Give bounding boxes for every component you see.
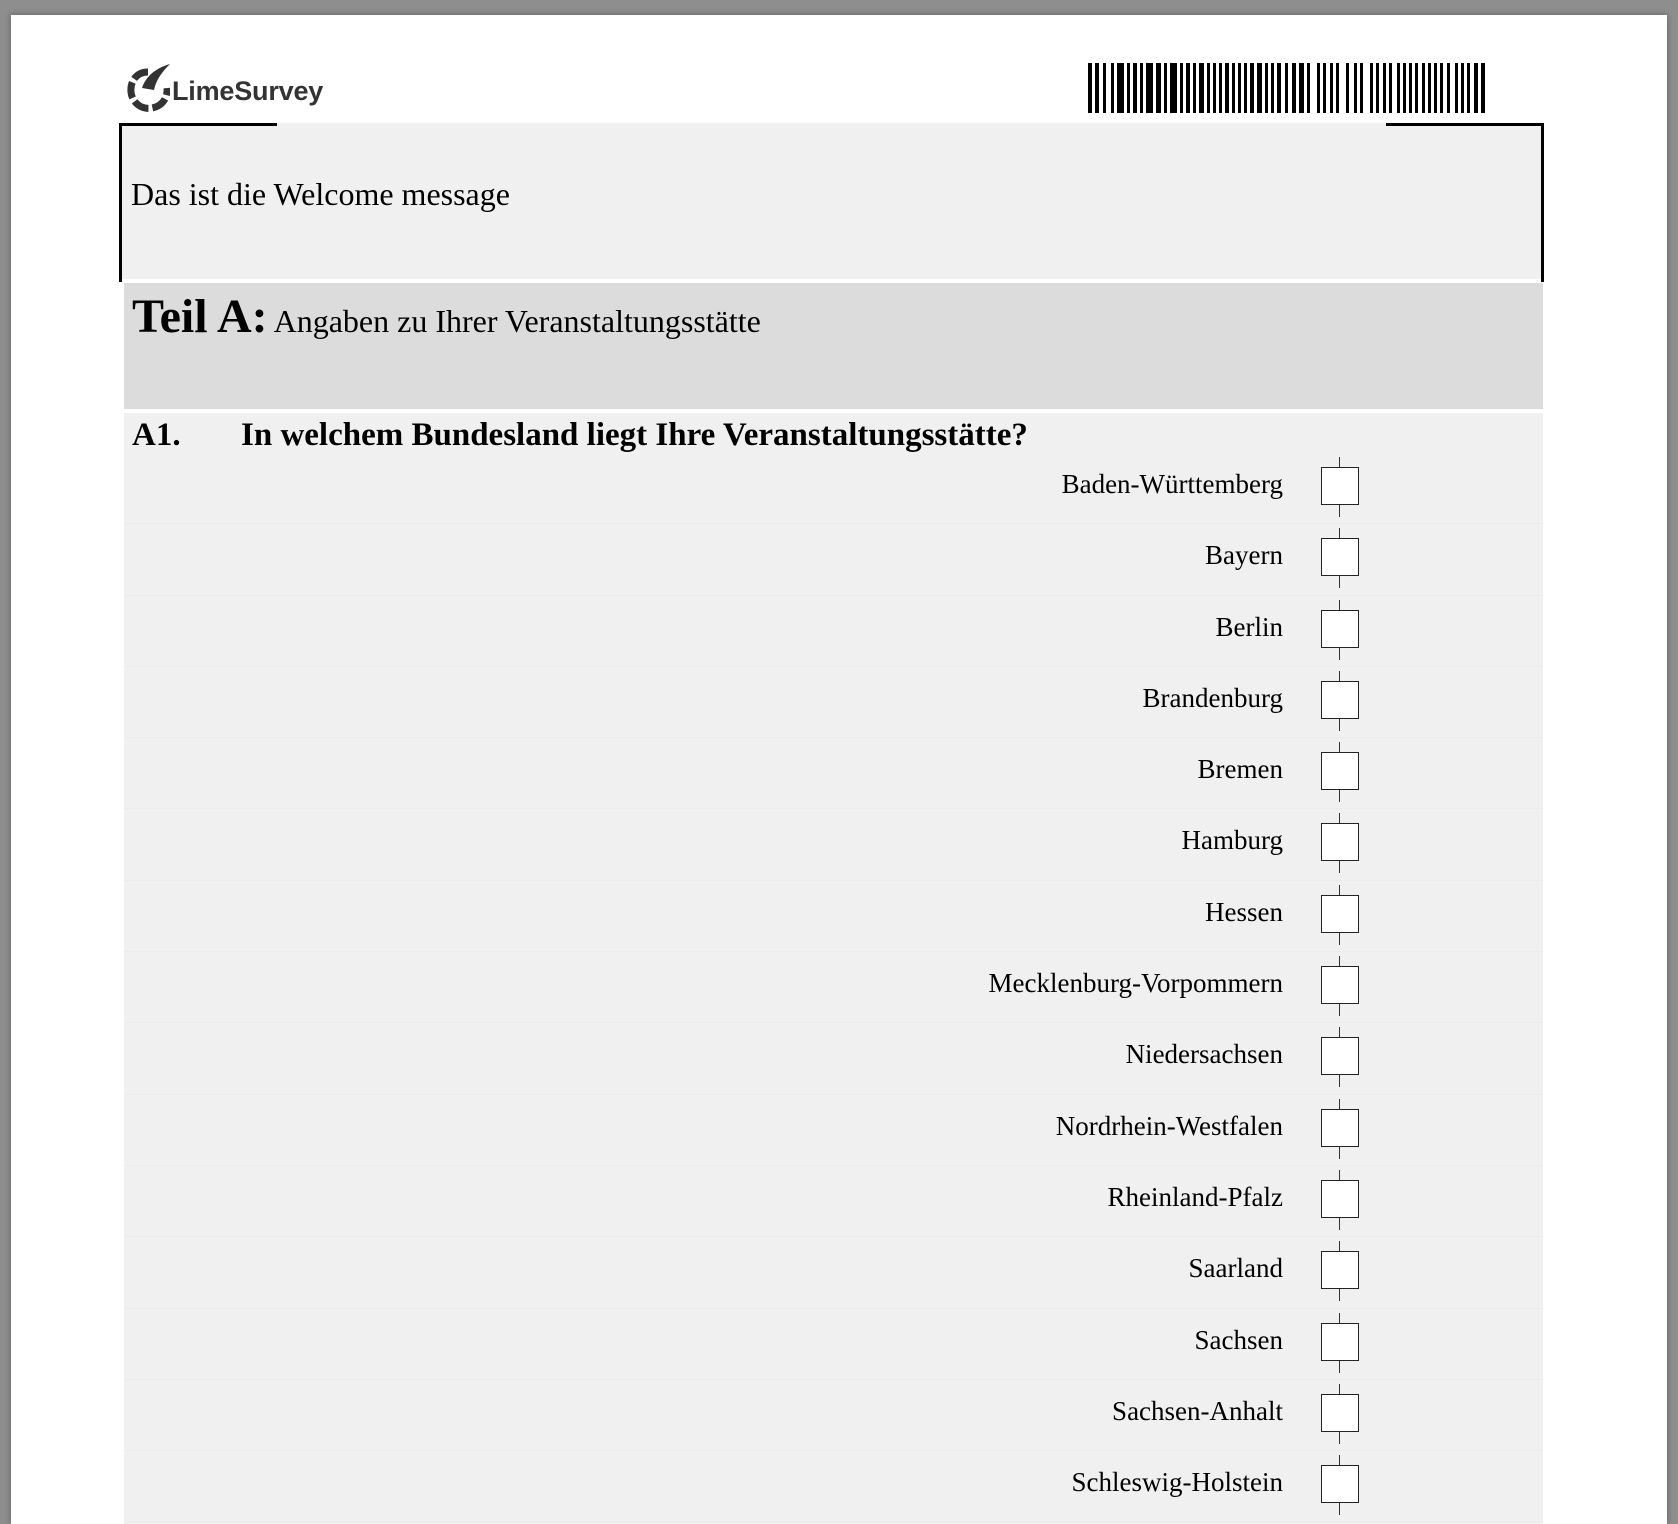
tick-mark xyxy=(1339,1099,1340,1109)
barcode-bar xyxy=(1127,63,1130,113)
tick-mark xyxy=(1339,1027,1340,1037)
tick-mark xyxy=(1339,1455,1340,1465)
tick-mark xyxy=(1339,861,1340,873)
option-checkbox[interactable] xyxy=(1321,467,1359,505)
tick-mark xyxy=(1339,1241,1340,1251)
barcode-bar xyxy=(1207,63,1210,113)
barcode-bar xyxy=(1095,63,1099,113)
option-checkbox[interactable] xyxy=(1321,752,1359,790)
barcode-bar xyxy=(1336,63,1339,113)
tick-mark xyxy=(1339,528,1340,538)
option-label: Mecklenburg-Vorpommern xyxy=(988,968,1283,999)
barcode-bar xyxy=(1422,63,1425,113)
barcode-bar xyxy=(1440,63,1443,113)
tick-mark xyxy=(1339,648,1340,660)
option-row xyxy=(124,1380,1543,1451)
option-label: Hessen xyxy=(1205,896,1283,927)
barcode-bar xyxy=(1285,63,1288,113)
tick-mark xyxy=(1339,1384,1340,1394)
welcome-box xyxy=(119,123,1544,279)
barcode-bar xyxy=(1117,63,1124,113)
barcode-bar xyxy=(1193,63,1196,113)
section-header xyxy=(124,283,1543,409)
option-checkbox[interactable] xyxy=(1321,1037,1359,1075)
option-checkbox[interactable] xyxy=(1321,1394,1359,1432)
option-row xyxy=(124,1237,1543,1308)
barcode-bar xyxy=(1292,63,1296,113)
option-checkbox[interactable] xyxy=(1321,823,1359,861)
barcode-bar xyxy=(1186,63,1190,113)
option-label: Berlin xyxy=(1215,611,1283,642)
tick-mark xyxy=(1339,671,1340,681)
option-checkbox[interactable] xyxy=(1321,966,1359,1004)
barcode-bar xyxy=(1323,63,1326,113)
barcode-bar xyxy=(1409,63,1412,113)
barcode-bar xyxy=(1180,63,1183,113)
option-label: Bayern xyxy=(1205,540,1283,571)
option-checkbox[interactable] xyxy=(1321,1323,1359,1361)
tick-mark xyxy=(1339,457,1340,467)
option-label: Sachsen xyxy=(1194,1324,1283,1355)
option-row xyxy=(124,1095,1543,1166)
barcode-bar xyxy=(1383,63,1386,113)
tick-mark xyxy=(1339,1289,1340,1301)
barcode-bar xyxy=(1389,63,1392,113)
tick-mark xyxy=(1339,719,1340,731)
barcode-bar xyxy=(1428,63,1431,113)
limesurvey-logo xyxy=(126,55,323,115)
tick-mark xyxy=(1339,600,1340,610)
barcode-bar xyxy=(1461,63,1464,113)
barcode-bar xyxy=(1199,63,1204,113)
option-label: Sachsen-Anhalt xyxy=(1112,1395,1283,1426)
barcode-bar xyxy=(1330,63,1333,113)
option-checkbox[interactable] xyxy=(1321,610,1359,648)
barcode-bar xyxy=(1467,63,1470,113)
barcode-bar xyxy=(1415,63,1418,113)
option-row xyxy=(124,952,1543,1023)
tick-mark xyxy=(1339,1170,1340,1180)
option-checkbox[interactable] xyxy=(1321,681,1359,719)
barcode-bar xyxy=(1360,63,1363,113)
option-row xyxy=(124,524,1543,595)
barcode-bar xyxy=(1250,63,1254,113)
tick-mark xyxy=(1339,933,1340,945)
barcode-bar xyxy=(1474,63,1478,113)
barcode-bar xyxy=(1447,63,1450,113)
question-a1 xyxy=(124,413,1543,1524)
option-checkbox[interactable] xyxy=(1321,1465,1359,1503)
option-row xyxy=(124,667,1543,738)
barcode-bar xyxy=(1103,63,1106,113)
tick-mark xyxy=(1339,885,1340,895)
option-label: Nordrhein-Westfalen xyxy=(1055,1110,1283,1141)
barcode-bar xyxy=(1317,63,1320,113)
question-text: In welchem Bundesland liegt Ihre Veranstaltungsstätte? xyxy=(241,417,1028,453)
tick-mark xyxy=(1339,742,1340,752)
barcode-bar xyxy=(1434,63,1437,113)
barcode-bar xyxy=(1346,63,1349,113)
options-list xyxy=(124,453,1543,1522)
option-row xyxy=(124,1451,1543,1522)
option-row xyxy=(124,453,1543,524)
logo-text: LimeSurvey xyxy=(172,75,324,106)
question-number: A1. xyxy=(132,417,181,453)
barcode-bar xyxy=(1455,63,1458,113)
barcode-bar xyxy=(1170,63,1177,113)
barcode-bar xyxy=(1133,63,1137,113)
welcome-message: Das ist die Welcome message xyxy=(131,176,510,212)
option-label: Bremen xyxy=(1197,754,1283,785)
barcode-bar xyxy=(1265,63,1268,113)
barcode-bar xyxy=(1088,63,1092,113)
option-row xyxy=(124,738,1543,809)
section-title: Angaben zu Ihrer Veranstaltungsstätte xyxy=(273,303,761,339)
tick-mark xyxy=(1339,1004,1340,1016)
barcode-bar xyxy=(1257,63,1262,113)
option-row xyxy=(124,809,1543,880)
option-checkbox[interactable] xyxy=(1321,1109,1359,1147)
option-label: Baden-Württemberg xyxy=(1061,469,1283,499)
barcode-bar xyxy=(1277,63,1281,113)
option-label: Rheinland-Pfalz xyxy=(1107,1181,1283,1212)
tick-mark xyxy=(1339,1361,1340,1373)
option-label: Brandenburg xyxy=(1142,682,1283,713)
barcode-bar xyxy=(1140,63,1143,113)
option-row xyxy=(124,881,1543,952)
barcode-bar xyxy=(1213,63,1216,113)
tick-mark xyxy=(1339,1218,1340,1230)
section-label: Teil A: xyxy=(132,290,268,343)
tick-mark xyxy=(1339,505,1340,517)
option-checkbox[interactable] xyxy=(1321,895,1359,933)
barcode-bar xyxy=(1225,63,1229,113)
barcode-bar xyxy=(1111,63,1114,113)
tick-mark xyxy=(1339,1432,1340,1444)
corner-mark-right xyxy=(1386,123,1544,282)
barcode-bar xyxy=(1238,63,1241,113)
tick-mark xyxy=(1339,1313,1340,1323)
barcode-bar xyxy=(1354,63,1357,113)
barcode-bar xyxy=(1403,63,1406,113)
option-label: Niedersachsen xyxy=(1125,1039,1283,1070)
barcode-bar xyxy=(1299,63,1304,113)
barcode-bar xyxy=(1164,63,1167,113)
barcode-bar xyxy=(1481,63,1485,113)
tick-mark xyxy=(1339,1503,1340,1515)
tick-mark xyxy=(1339,1147,1340,1159)
option-checkbox[interactable] xyxy=(1321,1180,1359,1218)
tick-mark xyxy=(1339,956,1340,966)
barcode-bar xyxy=(1397,63,1400,113)
option-row xyxy=(124,1166,1543,1237)
tick-mark xyxy=(1339,576,1340,588)
option-row xyxy=(124,1023,1543,1094)
option-label: Saarland xyxy=(1188,1253,1283,1284)
tick-mark xyxy=(1339,790,1340,802)
barcode-bar xyxy=(1307,63,1310,113)
barcode-bar xyxy=(1244,63,1247,113)
barcode xyxy=(1088,63,1488,113)
barcode-bar xyxy=(1370,63,1373,113)
option-checkbox[interactable] xyxy=(1321,538,1359,576)
tick-mark xyxy=(1339,1075,1340,1087)
barcode-bar xyxy=(1146,63,1153,113)
option-checkbox[interactable] xyxy=(1321,1251,1359,1289)
option-row xyxy=(124,596,1543,667)
barcode-bar xyxy=(1376,63,1379,113)
option-label: Hamburg xyxy=(1181,825,1283,856)
barcode-bar xyxy=(1232,63,1235,113)
option-label: Schleswig-Holstein xyxy=(1071,1467,1283,1498)
barcode-bar xyxy=(1156,63,1161,113)
barcode-bar xyxy=(1271,63,1274,113)
limesurvey-logo-icon xyxy=(126,58,170,112)
tick-mark xyxy=(1339,813,1340,823)
barcode-bar xyxy=(1219,63,1222,113)
option-row xyxy=(124,1309,1543,1380)
survey-page xyxy=(11,15,1667,1524)
